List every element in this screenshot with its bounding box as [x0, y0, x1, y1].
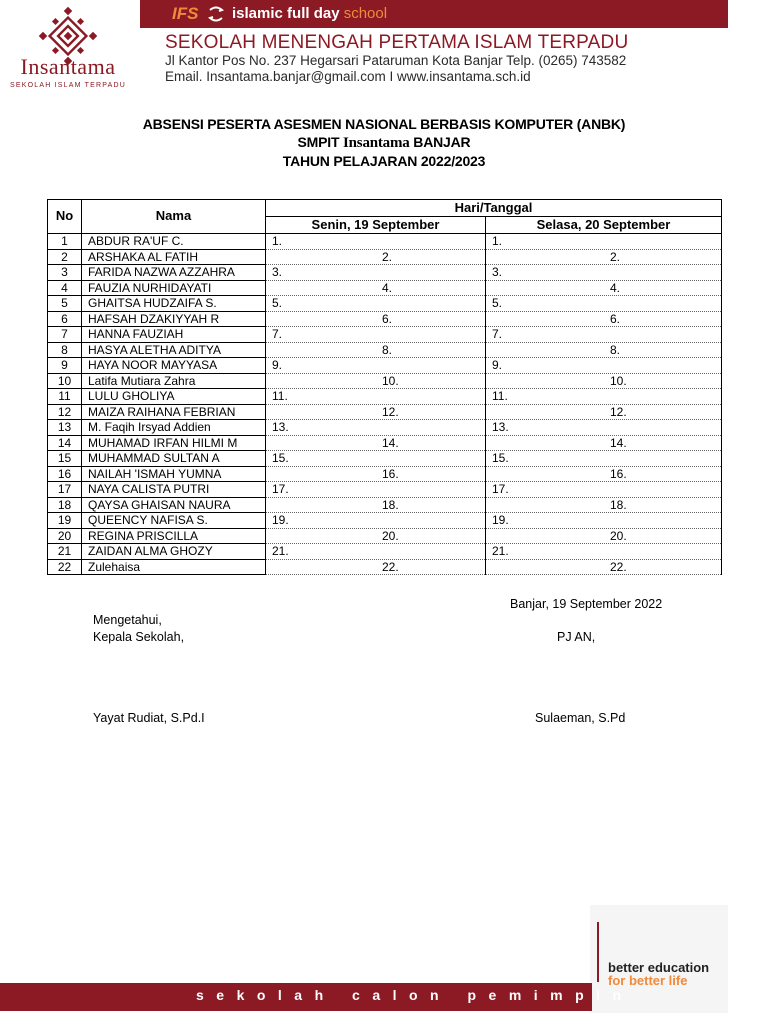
student-name: M. Faqih Irsyad Addien	[82, 420, 266, 436]
signature-number: 22.	[382, 559, 399, 574]
student-name: Zulehaisa	[82, 559, 266, 575]
row-number: 21	[48, 544, 82, 560]
signature-number: 8.	[382, 342, 393, 357]
signature-cell-day2[interactable]	[486, 265, 722, 281]
left-signer-name: Yayat Rudiat, S.Pd.I	[93, 711, 205, 725]
row-number: 3	[48, 265, 82, 281]
signature-cell-day1[interactable]	[266, 497, 486, 513]
student-name: MUHAMMAD SULTAN A	[82, 451, 266, 467]
right-signer-label: PJ AN,	[557, 630, 596, 644]
ifs-brand: IFS	[172, 4, 199, 23]
table-row	[48, 265, 722, 281]
table-row	[48, 249, 722, 265]
student-name: FARIDA NAZWA AZZAHRA	[82, 265, 266, 281]
ifs-swirl-icon	[206, 4, 226, 24]
signature-number: 12.	[610, 404, 627, 419]
signature-cell-day2[interactable]	[486, 280, 722, 296]
signature-cell-day1[interactable]	[266, 327, 486, 343]
signature-cell-day2[interactable]	[486, 435, 722, 451]
signature-cell-day1[interactable]	[266, 342, 486, 358]
signature-cell-day2[interactable]	[486, 389, 722, 405]
document-title: ABSENSI PESERTA ASESMEN NASIONAL BERBASIS KOMPUTER (ANBK)	[142, 116, 626, 132]
signature-cell-day2[interactable]	[486, 482, 722, 498]
signature-number: 6.	[382, 311, 393, 326]
subtitle-school: Insantama	[343, 135, 410, 151]
student-name: QAYSA GHAISAN NAURA	[82, 497, 266, 513]
table-row	[48, 358, 722, 374]
signature-cell-day2[interactable]	[486, 373, 722, 389]
student-name: LULU GHOLIYA	[82, 389, 266, 405]
slogan-divider	[597, 922, 599, 982]
signature-cell-day2[interactable]	[486, 559, 722, 575]
logo-tagline: SEKOLAH ISLAM TERPADU	[10, 82, 126, 89]
signature-number: 22.	[610, 559, 627, 574]
signature-number: 9.	[272, 358, 283, 372]
signature-number: 18.	[610, 497, 627, 512]
signature-cell-day1[interactable]	[266, 544, 486, 560]
row-number: 18	[48, 497, 82, 513]
ifs-tagline	[232, 5, 387, 22]
signature-cell-day1[interactable]	[266, 296, 486, 312]
signature-cell-day2[interactable]	[486, 497, 722, 513]
table-row	[48, 327, 722, 343]
signature-cell-day1[interactable]	[266, 311, 486, 327]
signature-number: 1.	[492, 234, 503, 248]
table-row	[48, 389, 722, 405]
signature-number: 19.	[492, 513, 509, 527]
top-brand-band	[140, 0, 728, 28]
col-header-day2: Selasa, 20 September	[486, 217, 722, 234]
table-row	[48, 497, 722, 513]
row-number: 15	[48, 451, 82, 467]
row-number: 12	[48, 404, 82, 420]
signature-cell-day1[interactable]	[266, 482, 486, 498]
attendance-rows	[48, 234, 722, 575]
table-row	[48, 373, 722, 389]
slogan-line1: better education	[608, 960, 710, 975]
signature-number: 21.	[492, 544, 509, 558]
student-name: HAYA NOOR MAYYASA	[82, 358, 266, 374]
signature-number: 5.	[272, 296, 283, 310]
row-number: 22	[48, 559, 82, 575]
signature-number: 3.	[492, 265, 503, 279]
signature-number: 18.	[382, 497, 399, 512]
right-signer-name: Sulaeman, S.Pd	[535, 711, 626, 725]
signature-cell-day2[interactable]	[486, 296, 722, 312]
signature-number: 10.	[382, 373, 399, 388]
row-number: 7	[48, 327, 82, 343]
signature-number: 12.	[382, 404, 399, 419]
signature-number: 16.	[610, 466, 627, 481]
signature-number: 1.	[272, 234, 283, 248]
subtitle-prefix: SMPIT	[297, 134, 340, 150]
table-row	[48, 482, 722, 498]
signature-cell-day1[interactable]	[266, 451, 486, 467]
student-name: NAILAH 'ISMAH YUMNA	[82, 466, 266, 482]
slogan-line2: for better life	[608, 973, 688, 988]
signature-cell-day1[interactable]	[266, 528, 486, 544]
table-row	[48, 404, 722, 420]
signature-number: 9.	[492, 358, 503, 372]
student-name: NAYA CALISTA PUTRI	[82, 482, 266, 498]
signature-number: 15.	[492, 451, 509, 465]
table-row	[48, 451, 722, 467]
signature-cell-day1[interactable]	[266, 249, 486, 265]
signature-number: 20.	[610, 528, 627, 543]
signature-number: 8.	[610, 342, 621, 357]
school-contact: Email. Insantama.banjar@gmail.com I www.insantama.sch.id	[165, 69, 531, 84]
student-name: ARSHAKA AL FATIH	[82, 249, 266, 265]
signature-cell-day2[interactable]	[486, 327, 722, 343]
signature-number: 13.	[272, 420, 289, 434]
signature-cell-day1[interactable]	[266, 280, 486, 296]
table-row	[48, 342, 722, 358]
table-row	[48, 559, 722, 575]
student-name: ZAIDAN ALMA GHOZY	[82, 544, 266, 560]
signature-cell-day2[interactable]	[486, 342, 722, 358]
signature-number: 10.	[610, 373, 627, 388]
table-row	[48, 528, 722, 544]
signature-cell-day2[interactable]	[486, 249, 722, 265]
signature-cell-day1[interactable]	[266, 466, 486, 482]
signature-number: 2.	[382, 249, 393, 264]
signature-number: 21.	[272, 544, 289, 558]
signature-number: 14.	[610, 435, 627, 450]
student-name: QUEENCY NAFISA S.	[82, 513, 266, 529]
row-number: 17	[48, 482, 82, 498]
row-number: 2	[48, 249, 82, 265]
signature-cell-day1[interactable]	[266, 420, 486, 436]
signature-cell-day2[interactable]	[486, 311, 722, 327]
table-row	[48, 296, 722, 312]
signature-cell-day1[interactable]	[266, 373, 486, 389]
signature-number: 19.	[272, 513, 289, 527]
row-number: 4	[48, 280, 82, 296]
signature-number: 7.	[492, 327, 503, 341]
signature-number: 17.	[272, 482, 289, 496]
table-row	[48, 466, 722, 482]
row-number: 9	[48, 358, 82, 374]
signature-number: 11.	[492, 389, 508, 403]
row-number: 13	[48, 420, 82, 436]
table-row	[48, 435, 722, 451]
signature-cell-day2[interactable]	[486, 544, 722, 560]
row-number: 6	[48, 311, 82, 327]
table-row	[48, 420, 722, 436]
table-row	[48, 234, 722, 250]
signature-cell-day1[interactable]	[266, 404, 486, 420]
signature-cell-day1[interactable]	[266, 234, 486, 250]
student-name: HASYA ALETHA ADITYA	[82, 342, 266, 358]
signature-number: 2.	[610, 249, 621, 264]
left-signer-label1: Mengetahui,	[93, 613, 162, 627]
signature-number: 6.	[610, 311, 621, 326]
subtitle-suffix: BANJAR	[413, 134, 471, 150]
signature-cell-day1[interactable]	[266, 389, 486, 405]
row-number: 16	[48, 466, 82, 482]
signature-cell-day2[interactable]	[486, 358, 722, 374]
row-number: 11	[48, 389, 82, 405]
student-name: REGINA PRISCILLA	[82, 528, 266, 544]
row-number: 1	[48, 234, 82, 250]
signature-number: 20.	[382, 528, 399, 543]
signature-number: 17.	[492, 482, 509, 496]
col-header-day1: Senin, 19 September	[266, 217, 486, 234]
student-name: MAIZA RAIHANA FEBRIAN	[82, 404, 266, 420]
row-number: 5	[48, 296, 82, 312]
table-row	[48, 280, 722, 296]
left-signer-label2: Kepala Sekolah,	[93, 630, 185, 644]
student-name: HAFSAH DZAKIYYAH R	[82, 311, 266, 327]
col-header-nama: Nama	[82, 200, 266, 234]
signature-cell-day2[interactable]	[486, 513, 722, 529]
signature-number: 7.	[272, 327, 283, 341]
signature-cell-day2[interactable]	[486, 466, 722, 482]
signature-cell-day1[interactable]	[266, 513, 486, 529]
signature-number: 5.	[492, 296, 503, 310]
school-address: Jl Kantor Pos No. 237 Hegarsari Pataruman Kota Banjar Telp. (0265) 743582	[165, 53, 627, 68]
signature-cell-day2[interactable]	[486, 404, 722, 420]
signature-cell-day1[interactable]	[266, 358, 486, 374]
row-number: 14	[48, 435, 82, 451]
col-header-hari-tanggal: Hari/Tanggal	[266, 200, 722, 217]
student-name: MUHAMAD IRFAN HILMI M	[82, 435, 266, 451]
signature-number: 13.	[492, 420, 509, 434]
signature-cell-day2[interactable]	[486, 528, 722, 544]
place-date: Banjar, 19 September 2022	[510, 597, 663, 611]
ifs-tagline-school: school	[343, 5, 388, 22]
school-name: SEKOLAH MENENGAH PERTAMA ISLAM TERPADU	[165, 32, 629, 53]
signature-number: 11.	[272, 389, 288, 403]
logo-name: Insantama	[20, 54, 116, 79]
signature-number: 16.	[382, 466, 399, 481]
signature-cell-day2[interactable]	[486, 234, 722, 250]
table-row	[48, 513, 722, 529]
academic-year: TAHUN PELAJARAN 2022/2023	[282, 153, 486, 169]
signature-cell-day2[interactable]	[486, 420, 722, 436]
signature-cell-day1[interactable]	[266, 559, 486, 575]
ifs-tagline-main: islamic full day	[232, 5, 340, 22]
attendance-table	[47, 199, 722, 575]
row-number: 10	[48, 373, 82, 389]
student-name: HANNA FAUZIAH	[82, 327, 266, 343]
signature-cell-day1[interactable]	[266, 435, 486, 451]
table-row	[48, 311, 722, 327]
signature-cell-day1[interactable]	[266, 265, 486, 281]
document-subtitle	[0, 134, 768, 152]
col-header-no: No	[48, 200, 82, 234]
signature-number: 4.	[382, 280, 393, 295]
signature-number: 3.	[272, 265, 283, 279]
bottom-band-text: sekolah calon pemimpin	[196, 987, 634, 1003]
student-name: Latifa Mutiara Zahra	[82, 373, 266, 389]
student-name: GHAITSA HUDZAIFA S.	[82, 296, 266, 312]
row-number: 19	[48, 513, 82, 529]
signature-cell-day2[interactable]	[486, 451, 722, 467]
student-name: ABDUR RA'UF C.	[82, 234, 266, 250]
row-number: 8	[48, 342, 82, 358]
student-name: FAUZIA NURHIDAYATI	[82, 280, 266, 296]
row-number: 20	[48, 528, 82, 544]
signature-number: 4.	[610, 280, 621, 295]
signature-number: 15.	[272, 451, 289, 465]
school-logo	[6, 4, 130, 100]
signature-number: 14.	[382, 435, 399, 450]
table-row	[48, 544, 722, 560]
